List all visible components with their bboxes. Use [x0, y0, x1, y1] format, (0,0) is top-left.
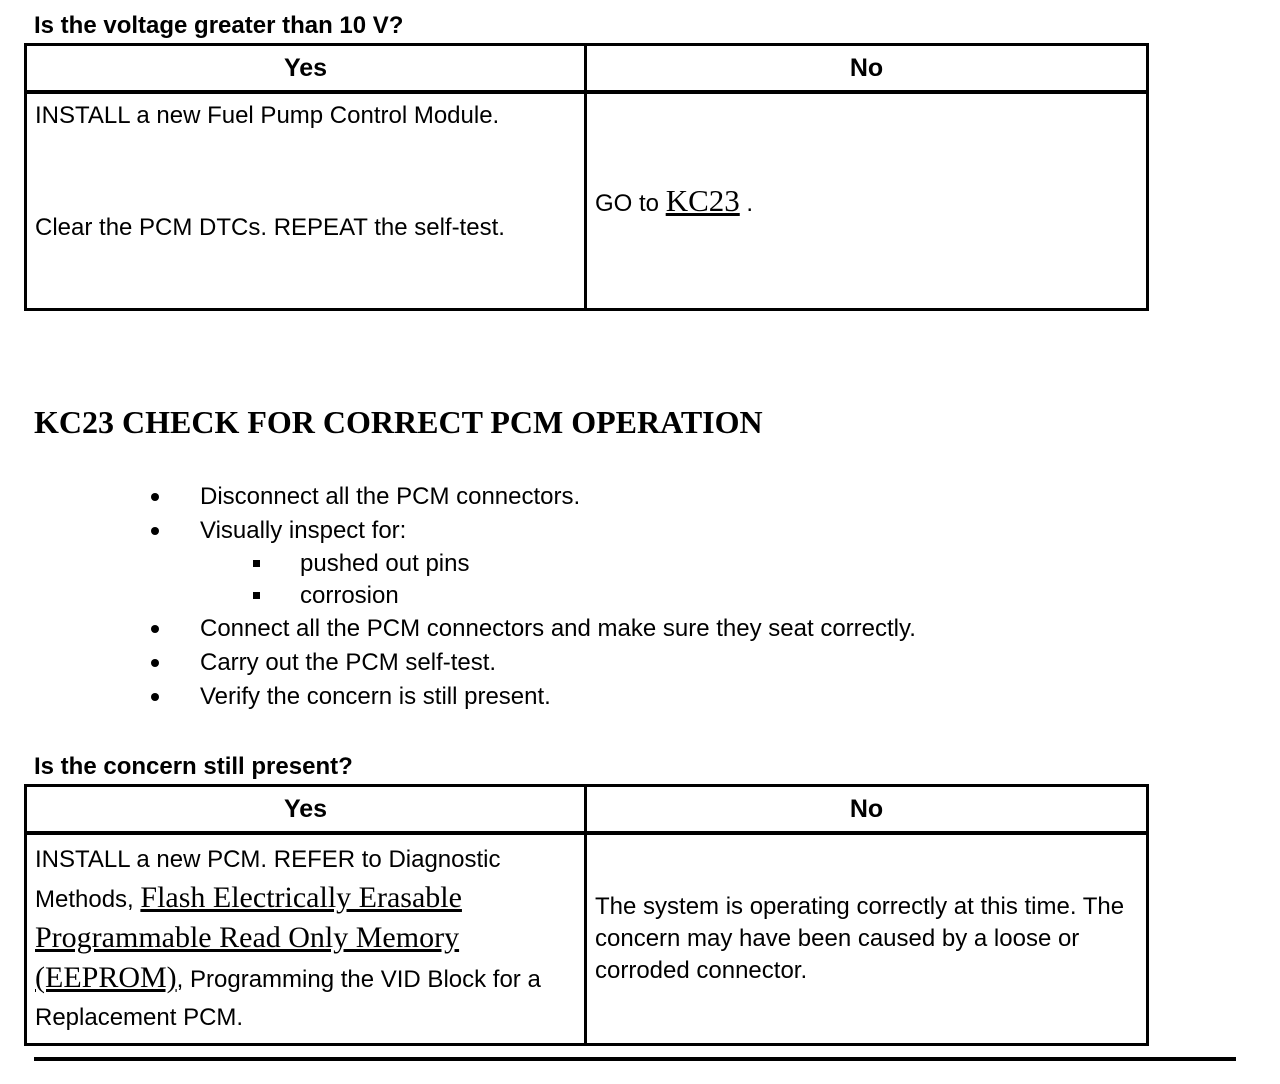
square-bullet-icon — [253, 560, 260, 567]
table-row — [26, 833, 1148, 1045]
yes-prefix-text: INSTALL a new PCM. REFER to Diagnostic Methods, — [35, 846, 501, 913]
no-cell — [586, 92, 1148, 310]
yes-cell — [26, 92, 586, 310]
yes-header: Yes — [26, 786, 586, 834]
bullet-icon — [151, 493, 159, 501]
bullet-icon — [151, 625, 159, 633]
eeprom-link[interactable]: Flash Electrically Erasable Programmable Read Only Memory (EEPROM) — [35, 881, 462, 994]
decision-table-concern — [24, 784, 1149, 1046]
yes-instruction-install: INSTALL a new Fuel Pump Control Module. — [35, 102, 500, 129]
no-go-to-text: GO to — [595, 189, 666, 217]
step-text: Visually inspect for: — [200, 517, 407, 544]
no-header: No — [586, 45, 1148, 93]
list-item — [0, 612, 916, 646]
table-header-row — [26, 45, 1148, 93]
no-suffix-text: . — [739, 189, 754, 217]
sub-list — [200, 548, 916, 612]
yes-suffix-text: , Programming the VID Block for a Replacement PCM. — [35, 966, 541, 1031]
yes-instruction — [35, 841, 580, 1037]
question-voltage: Is the voltage greater than 10 V? — [34, 12, 404, 39]
bottom-divider — [34, 1057, 1236, 1061]
bullet-icon — [151, 693, 159, 701]
bullet-icon — [151, 527, 159, 535]
bullet-icon — [151, 659, 159, 667]
square-bullet-icon — [253, 592, 260, 599]
table-header-row — [26, 786, 1148, 834]
step-text: Disconnect all the PCM connectors. — [200, 483, 581, 510]
yes-cell — [26, 833, 586, 1045]
table-row — [26, 92, 1148, 310]
list-item — [0, 646, 916, 680]
list-item — [0, 680, 916, 714]
no-header: No — [586, 786, 1148, 834]
step-text: Carry out the PCM self-test. — [200, 649, 497, 676]
section-heading-kc23: KC23 CHECK FOR CORRECT PCM OPERATION — [34, 404, 763, 440]
step-text: Connect all the PCM connectors and make sure they seat correctly. — [200, 615, 916, 642]
sub-step-text: pushed out pins — [300, 550, 470, 577]
no-explanation: The system is operating correctly at this time. The concern may have been caused by a loose or corroded connector. — [595, 893, 1125, 984]
step-list — [0, 480, 916, 714]
yes-header: Yes — [26, 45, 586, 93]
kc23-link[interactable]: KC23 — [665, 182, 740, 218]
step-text: Verify the concern is still present. — [200, 683, 551, 710]
question-concern: Is the concern still present? — [34, 753, 353, 780]
list-item — [0, 480, 916, 514]
list-item — [0, 514, 916, 612]
yes-instruction-clear: Clear the PCM DTCs. REPEAT the self-test. — [35, 214, 505, 241]
sub-list-item — [200, 548, 916, 580]
no-cell — [586, 833, 1148, 1045]
decision-table-voltage — [24, 43, 1149, 311]
sub-list-item — [200, 580, 916, 612]
sub-step-text: corrosion — [300, 582, 399, 609]
